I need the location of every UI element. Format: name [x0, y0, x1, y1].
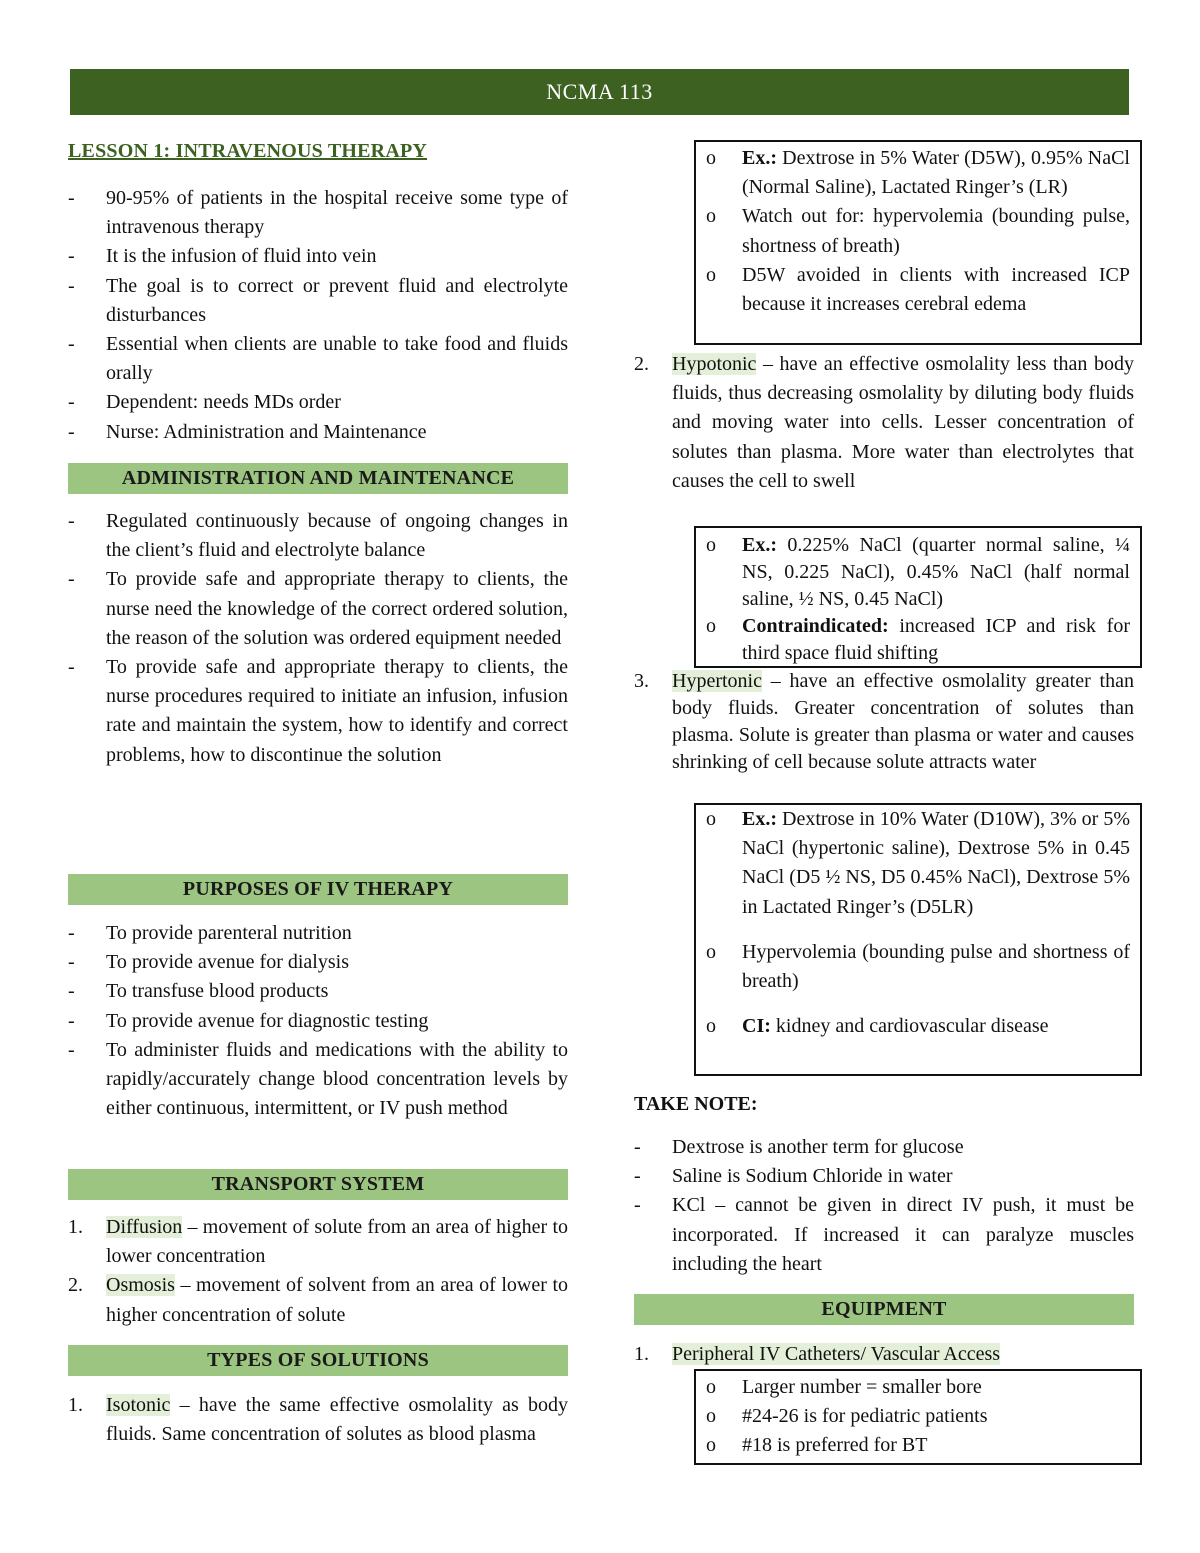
term-hypotonic: Hypotonic — [672, 353, 757, 375]
list-item: o #24-26 is for pediatric patients — [696, 1402, 1130, 1431]
purposes-list — [68, 919, 568, 1123]
list-item — [68, 1213, 568, 1271]
list-item: - 90-95% of patients in the hospital receive some type of intravenous therapy — [68, 184, 568, 242]
list-item — [696, 613, 1130, 667]
list-item: - Regulated continuously because of ongoing changes in the client’s fluid and electrolyte balance — [68, 507, 568, 565]
types-list-hypertonic — [634, 668, 1134, 776]
take-note-list — [634, 1133, 1134, 1279]
term-osmosis: Osmosis — [106, 1274, 175, 1297]
transport-list — [68, 1213, 568, 1330]
list-item — [634, 668, 1134, 776]
item-number: 1. — [68, 1394, 83, 1416]
term-peripheral-iv: Peripheral IV Catheters/ Vascular Access — [672, 1343, 1001, 1365]
section-heading-equipment: EQUIPMENT — [634, 1294, 1134, 1325]
list-item: - To provide avenue for dialysis — [68, 948, 568, 977]
hypotonic-details — [696, 532, 1130, 667]
list-item: - To provide avenue for diagnostic testing — [68, 1007, 568, 1036]
watch-out-text: Hypervolemia (bounding pulse and shortness of breath) — [742, 940, 1130, 993]
equipment-details — [696, 1373, 1130, 1461]
list-item — [68, 1391, 568, 1449]
example-label: Ex.: — [742, 808, 777, 830]
contraindicated-label: Contraindicated: — [742, 615, 889, 637]
equipment-list — [634, 1340, 1134, 1369]
section-heading-transport: TRANSPORT SYSTEM — [68, 1169, 568, 1200]
term-definition: – have the same effective osmolality as body fluids. Same concentration of solutes as blood plasma — [106, 1394, 568, 1446]
example-text: Dextrose in 10% Water (D10W), 3% or 5% NaCl (hypertonic saline), Dextrose 5% in 0.45 NaCl (D5 ½ NS, D5 0.45% NaCl), Dextrose 5% in Lactated Ringer’s (D5LR) — [742, 808, 1130, 918]
hypertonic-details — [696, 805, 1130, 1041]
note-text: D5W avoided in clients with increased ICP because it increases cerebral edema — [742, 263, 1130, 316]
list-item — [696, 805, 1130, 922]
list-item — [68, 1271, 568, 1329]
ci-text: kidney and cardiovascular disease — [770, 1015, 1049, 1038]
list-item: - Nurse: Administration and Maintenance — [68, 418, 568, 447]
contraindicated-text: increased ICP and risk for third space fluid shifting — [742, 615, 1130, 664]
isotonic-details — [696, 144, 1130, 319]
lesson-title: LESSON 1: INTRAVENOUS THERAPY — [68, 140, 428, 162]
term-isotonic: Isotonic — [106, 1394, 171, 1416]
list-item — [696, 144, 1130, 202]
hypotonic-box — [694, 526, 1142, 668]
types-list-hypotonic — [634, 350, 1134, 496]
ci-label: CI: — [742, 1015, 771, 1038]
list-item: - To provide parenteral nutrition — [68, 919, 568, 948]
list-item — [696, 1012, 1130, 1041]
admin-list — [68, 507, 568, 770]
term-definition: – movement of solvent from an area of lower to higher concentration of solute — [106, 1274, 568, 1326]
list-item: - To provide safe and appropriate therapy to clients, the nurse need the knowledge of the correct ordered solution, the reason of the solution was ordered equipment needed — [68, 565, 568, 653]
isotonic-box — [694, 140, 1142, 345]
item-number: 2. — [634, 353, 649, 375]
lesson-list — [68, 184, 568, 447]
list-item: - Saline is Sodium Chloride in water — [634, 1162, 1134, 1191]
term-hypertonic: Hypertonic — [672, 670, 762, 692]
section-heading-admin: ADMINISTRATION AND MAINTENANCE — [68, 463, 568, 494]
list-item: - Dependent: needs MDs order — [68, 388, 568, 417]
list-item — [696, 938, 1130, 996]
list-item: - To transfuse blood products — [68, 977, 568, 1006]
section-heading-purposes: PURPOSES OF IV THERAPY — [68, 874, 568, 905]
course-code: NCMA 113 — [546, 79, 653, 104]
item-number: 2. — [68, 1274, 83, 1297]
list-item: - The goal is to correct or prevent fluid and electrolyte disturbances — [68, 272, 568, 330]
list-item — [696, 261, 1130, 319]
list-item: o Larger number = smaller bore — [696, 1373, 1130, 1402]
list-item: - KCl – cannot be given in direct IV push, it must be incorporated. If increased it can paralyze muscles including the heart — [634, 1191, 1134, 1279]
item-number: 1. — [634, 1343, 649, 1365]
hypertonic-box — [694, 803, 1142, 1076]
example-label: Ex.: — [742, 534, 777, 556]
list-item: - To administer fluids and medications with the ability to rapidly/accurately change blood concentration levels by either continuous, intermittent, or IV push method — [68, 1036, 568, 1124]
list-item — [696, 202, 1130, 260]
list-item: - To provide safe and appropriate therapy to clients, the nurse procedures required to initiate an infusion, infusion rate and maintain the system, how to identify and correct problems, how to discontinue the solution — [68, 653, 568, 770]
section-heading-types: TYPES OF SOLUTIONS — [68, 1345, 568, 1376]
term-diffusion: Diffusion — [106, 1216, 183, 1238]
example-label: Ex.: — [742, 147, 777, 169]
list-item — [634, 350, 1134, 496]
take-note-title: TAKE NOTE: — [634, 1093, 758, 1115]
header-bar — [70, 69, 1129, 115]
item-number: 1. — [68, 1216, 83, 1238]
example-text: Dextrose in 5% Water (D5W), 0.95% NaCl (Normal Saline), Lactated Ringer’s (LR) — [742, 147, 1130, 199]
list-item — [696, 532, 1130, 613]
watch-out-text: Watch out for: hypervolemia (bounding pulse, shortness of breath) — [742, 205, 1130, 257]
example-text: 0.225% NaCl (quarter normal saline, ¼ NS, 0.225 NaCl), 0.45% NaCl (half normal saline, ½ NS, 0.45 NaCl) — [742, 534, 1130, 610]
types-list-left — [68, 1391, 568, 1449]
list-item: - Dextrose is another term for glucose — [634, 1133, 1134, 1162]
item-number: 3. — [634, 670, 649, 692]
term-definition: – movement of solute from an area of higher to lower concentration — [106, 1216, 568, 1268]
term-definition: – have an effective osmolality less than body fluids, thus decreasing osmolality by diluting body fluids and moving water into cells. Lesser concentration of solutes than plasma. More water than electrolytes that causes the cell to swell — [672, 353, 1134, 492]
list-item: - Essential when clients are unable to take food and fluids orally — [68, 330, 568, 388]
term-definition: – have an effective osmolality greater than body fluids. Greater concentration of solutes than plasma. Solute is greater than plasma or water and causes shrinking of cell because solute attracts water — [672, 670, 1134, 773]
list-item — [634, 1340, 1134, 1369]
list-item: - It is the infusion of fluid into vein — [68, 242, 568, 271]
equipment-box — [694, 1369, 1142, 1465]
list-item: o #18 is preferred for BT — [696, 1431, 1130, 1460]
